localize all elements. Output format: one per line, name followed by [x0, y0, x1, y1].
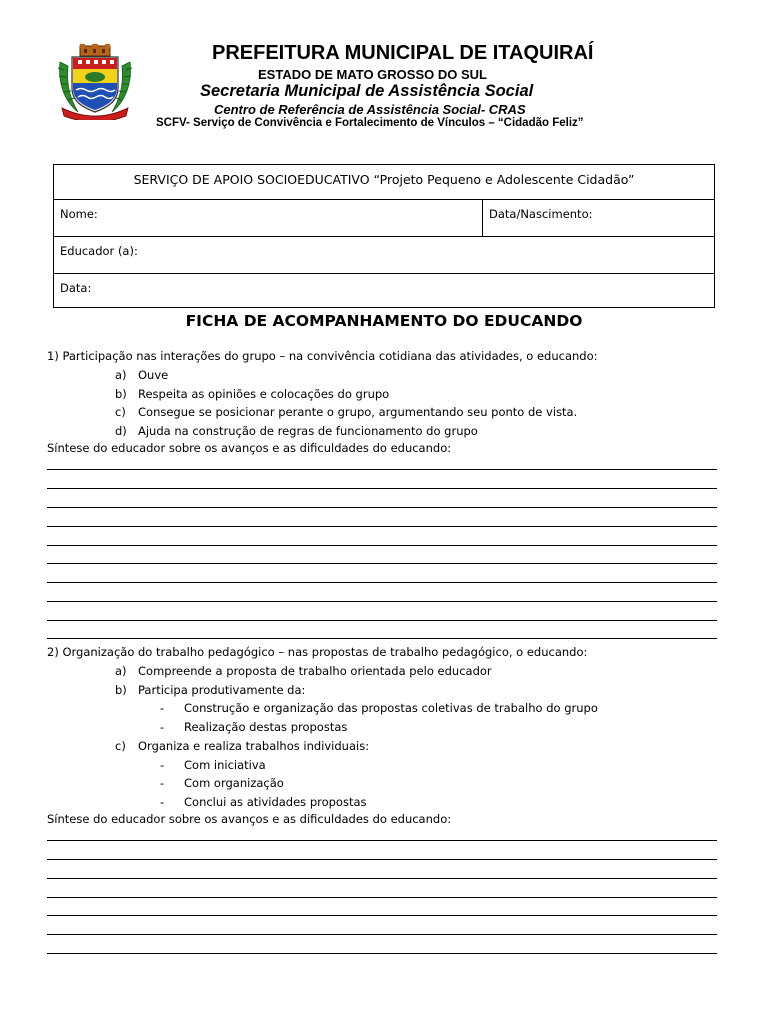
answer-line[interactable]: [47, 953, 717, 954]
answer-line[interactable]: [47, 620, 717, 621]
answer-line[interactable]: [47, 601, 717, 602]
form-title: SERVIÇO DE APOIO SOCIOEDUCATIVO “Projeto Pequeno e Adolescente Cidadão”: [54, 165, 714, 200]
scfv-title: SCFV- Serviço de Convivência e Fortalecimento de Vínculos – “Cidadão Feliz”: [156, 117, 584, 129]
q2-item-a: Compreende a proposta de trabalho orientada pelo educador: [138, 664, 492, 678]
answer-line[interactable]: [47, 488, 717, 489]
page-title: FICHA DE ACOMPANHAMENTO DO EDUCANDO: [185, 312, 583, 330]
identification-form: [53, 164, 715, 308]
q2-item-b-sub: Realização destas propostas: [184, 720, 348, 734]
cras-title: Centro de Referência de Assistência Social- CRAS: [214, 102, 526, 117]
state-title: ESTADO DE MATO GROSSO DO SUL: [258, 67, 487, 82]
answer-line[interactable]: [47, 934, 717, 935]
answer-line[interactable]: [47, 897, 717, 898]
q2-sub-marker: -: [160, 701, 165, 715]
form-row-name: [54, 200, 714, 237]
answer-line[interactable]: [47, 859, 717, 860]
q2-synthesis-label: Síntese do educador sobre os avanços e as dificuldades do educando:: [47, 812, 452, 826]
q1-item-marker: d): [115, 424, 127, 438]
q1-item-c: Consegue se posicionar perante o grupo, argumentando seu ponto de vista.: [138, 405, 578, 419]
form-row-educator: [54, 237, 714, 274]
municipality-title: PREFEITURA MUNICIPAL DE ITAQUIRAÍ: [212, 42, 594, 64]
q2-item-marker: b): [115, 683, 127, 697]
q2-item-b-sub: Construção e organização das propostas coletivas de trabalho do grupo: [184, 701, 598, 715]
q2-prompt: 2) Organização do trabalho pedagógico – nas propostas de trabalho pedagógico, o educando:: [47, 645, 588, 659]
answer-line[interactable]: [47, 507, 717, 508]
q2-sub-marker: -: [160, 720, 165, 734]
q2-sub-marker: -: [160, 776, 165, 790]
q2-item-b: Participa produtivamente da:: [138, 683, 306, 697]
educador-field[interactable]: Educador (a):: [60, 244, 138, 258]
q2-sub-marker: -: [160, 758, 165, 772]
q1-item-marker: c): [115, 405, 126, 419]
q1-synthesis-label: Síntese do educador sobre os avanços e as dificuldades do educando:: [47, 441, 452, 455]
q2-item-marker: a): [115, 664, 127, 678]
answer-line[interactable]: [47, 545, 717, 546]
answer-line[interactable]: [47, 526, 717, 527]
q2-item-c-sub: Conclui as atividades propostas: [184, 795, 367, 809]
answer-line[interactable]: [47, 638, 717, 639]
nome-field[interactable]: Nome:: [60, 207, 98, 221]
birth-date-field[interactable]: Data/Nascimento:: [489, 207, 593, 221]
q2-sub-marker: -: [160, 795, 165, 809]
answer-line[interactable]: [47, 469, 717, 470]
answer-line[interactable]: [47, 840, 717, 841]
q1-item-marker: b): [115, 387, 127, 401]
form-row-date: [54, 274, 714, 308]
q2-item-c-sub: Com organização: [184, 776, 284, 790]
answer-line[interactable]: [47, 878, 717, 879]
q1-item-marker: a): [115, 368, 127, 382]
coat-of-arms-icon: [56, 44, 134, 120]
q2-item-c: Organiza e realiza trabalhos individuais:: [138, 739, 370, 753]
q1-item-a: Ouve: [138, 368, 169, 382]
secretariat-title: Secretaria Municipal de Assistência Social: [200, 82, 534, 100]
q1-item-b: Respeita as opiniões e colocações do grupo: [138, 387, 390, 401]
answer-line[interactable]: [47, 563, 717, 564]
q2-item-marker: c): [115, 739, 126, 753]
answer-line[interactable]: [47, 582, 717, 583]
q1-item-d: Ajuda na construção de regras de funcionamento do grupo: [138, 424, 478, 438]
divider: [482, 200, 483, 236]
data-field[interactable]: Data:: [60, 281, 92, 295]
answer-line[interactable]: [47, 915, 717, 916]
q1-prompt: 1) Participação nas interações do grupo – na convivência cotidiana das atividades, o educando:: [47, 349, 598, 363]
q2-item-c-sub: Com iniciativa: [184, 758, 266, 772]
